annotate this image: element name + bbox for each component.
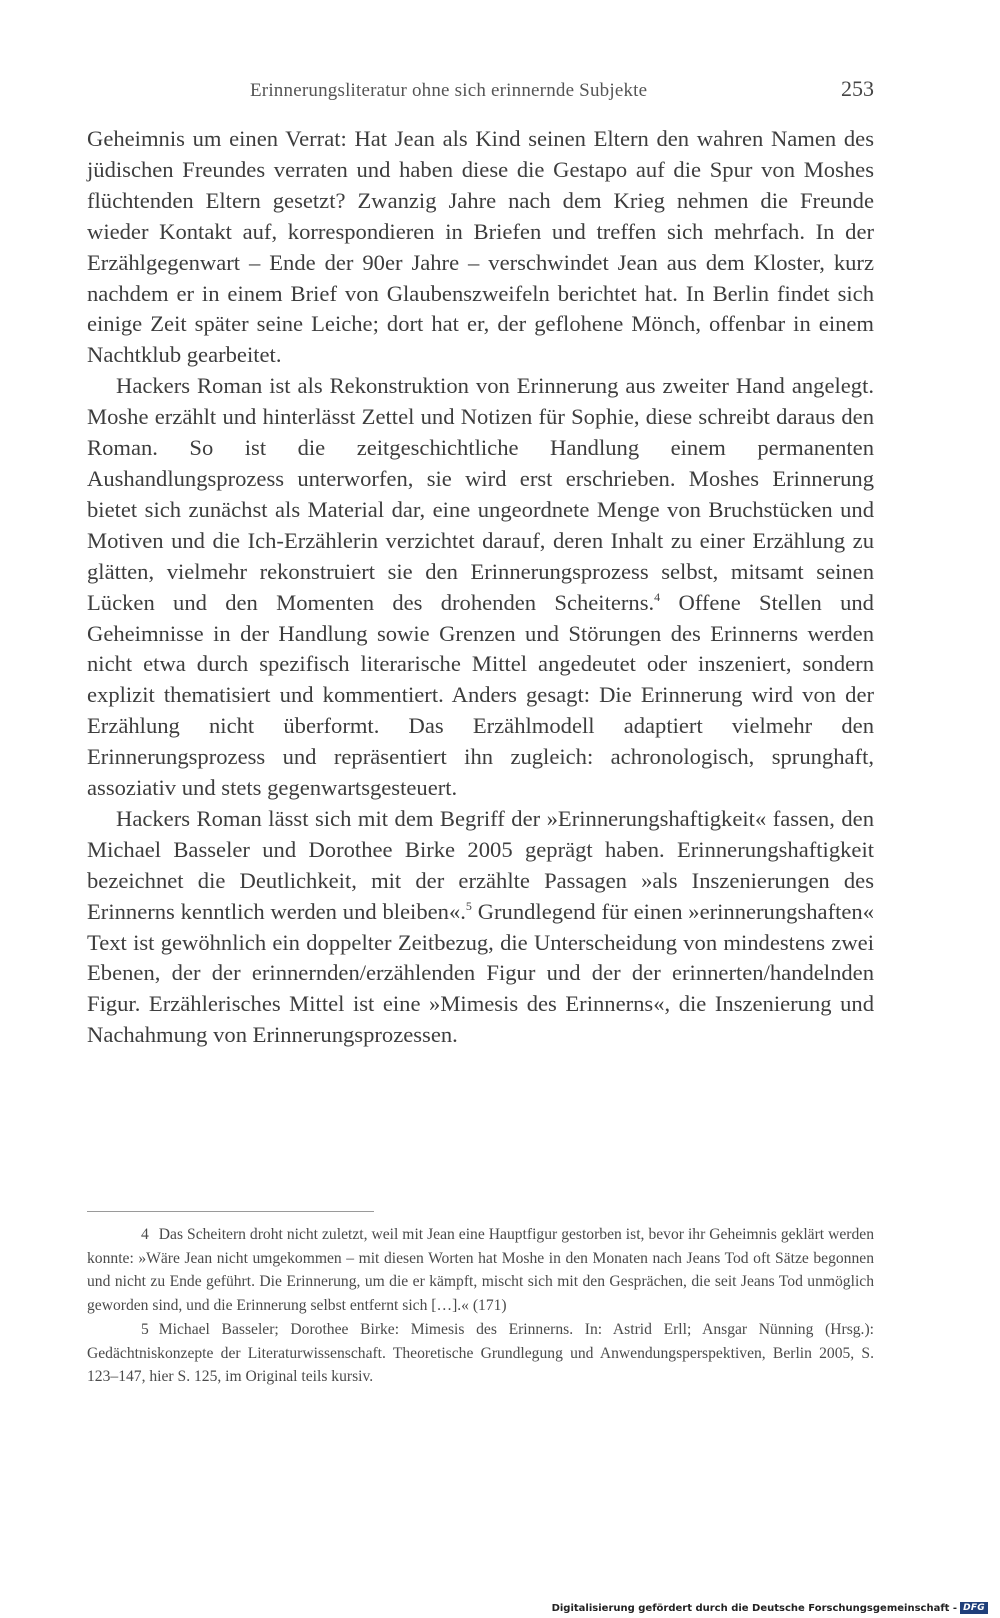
footnote-number: 5 [141,1320,149,1338]
dfg-logo: DFG [960,1602,988,1614]
footnote-ref-5: 5 [465,898,472,913]
paragraph-1-text: Geheimnis um einen Verrat: Hat Jean als Kind seinen Eltern den wahren Namen des jüdischen Freundes verraten und haben diese die Gestapo auf die Spur von Moshes flüchtenden Eltern gesetzt? Zwanzig Jahre nach dem Krieg nehmen die Freunde wieder Kontakt auf, korrespondieren in Briefen und treffen sich mehrfach. In der Erzählgegenwart – Ende der 90er Jahre – verschwindet Jean aus dem Kloster, kurz nachdem er in einem Brief von Glaubenszweifeln berichtet hat. In Berlin findet sich einige Zeit später seine Leiche; dort hat er, der geflohene Mönch, offenbar in einem Nachtklub gearbeitet. [87,126,874,368]
footnote-5 [87,1318,874,1389]
running-head-title: Erinnerungsliteratur ohne sich erinnernde Subjekte [250,80,648,101]
footnote-number: 4 [141,1226,149,1243]
paragraph-3-text-a: Hackers Roman lässt sich mit dem Begriff der »Erinnerungshaftigkeit« fassen, den Michael Basseler und Dorothee Birke 2005 geprägt haben. Erinnerungshaftigkeit bezeichnet die Deutlichkeit, mit der erzählte Passagen »als Inszenierungen des Erinnerns kenntlich werden und bleiben«. [87,805,874,924]
footnotes [87,1223,874,1389]
footnote-ref-4: 4 [654,589,661,604]
footnote-text: Das Scheitern droht nicht zuletzt, weil mit Jean eine Hauptfigur gestorben ist, bevor ihr Geheimnis geklärt werden konnte: »Wäre Jean nicht umgekommen – mit diesen Worten hat Moshe in den Monaten nach Jeans Tod oft Sätze begonnen und nicht zu Ende geführt. Die Erinnerung, um die er kämpft, mischt sich mit den Gesprächen, die seit Jeans Tod unmöglich geworden sind, und die Erinnerung selbst entfernt sich […].« (171) [87,1226,874,1315]
footnote-4 [87,1223,874,1318]
paragraph-1 [87,124,874,371]
paragraph-3 [87,804,874,1051]
running-head [87,76,874,106]
footnote-separator [87,1211,374,1212]
paragraph-2-text-b: Offene Stellen und Geheimnisse in der Handlung sowie Grenzen und Störungen des Erinnerns werden nicht etwa durch spezifisch literarische Mittel angedeutet oder inszeniert, sondern explizit thematisiert und kommentiert. Anders gesagt: Die Erinnerung wird von der Erzählung nicht überformt. Das Erzählmodell adaptiert vielmehr den Erinnerungsprozess und repräsentiert ihn zugleich: achronologisch, sprunghaft, assoziativ und stets gegenwartsgesteuert. [87,589,874,801]
page-number: 253 [841,76,874,101]
paragraph-2-text-a: Hackers Roman ist als Rekonstruktion von Erinnerung aus zweiter Hand angelegt. Moshe erzählt und hinterlässt Zettel und Notizen für Sophie, diese schreibt daraus den Roman. So ist die zeitgeschichtliche Handlung einem permanenten Aushandlungsprozess unterworfen, sie wird erst erschrieben. Moshes Erinnerung bietet sich zunächst als Material dar, eine ungeordnete Menge von Bruchstücken und Motiven und die Ich-Erzählerin verzichtet darauf, deren Inhalt zu einer Erzählung zu glätten, vielmehr rekonstruiert sie den Erinnerungsprozess selbst, mitsamt seinen Lücken und den Momenten des drohenden Scheiterns. [87,373,874,615]
digitization-credit [552,1602,988,1614]
credit-text: Digitalisierung gefördert durch die Deutsche Forschungsgemeinschaft - [551,1602,958,1614]
paragraph-3-text-b: Grundlegend für einen »erinnerungshaften« Text ist gewöhnlich ein doppelter Zeitbezug, die Unterscheidung von mindestens zwei Ebenen, der der erinnernden/erzählenden Figur und der der erinnerten/handelnden Figur. Erzählerisches Mittel ist eine »Mimesis des Erinnerns«, die Inszenierung und Nachahmung von Erinnerungsprozessen. [87,898,874,1048]
footnote-text: Michael Basseler; Dorothee Birke: Mimesis des Erinnerns. In: Astrid Erll; Ansgar Nünning (Hrsg.): Gedächtniskonzepte der Literaturwissenschaft. Theoretische Grundlegung und Anwendungsperspektiven, Berlin 2005, S. 123–147, hier S. 125, im Original teils kursiv. [87,1320,874,1386]
body-text [87,124,874,1051]
paragraph-2 [87,371,874,804]
